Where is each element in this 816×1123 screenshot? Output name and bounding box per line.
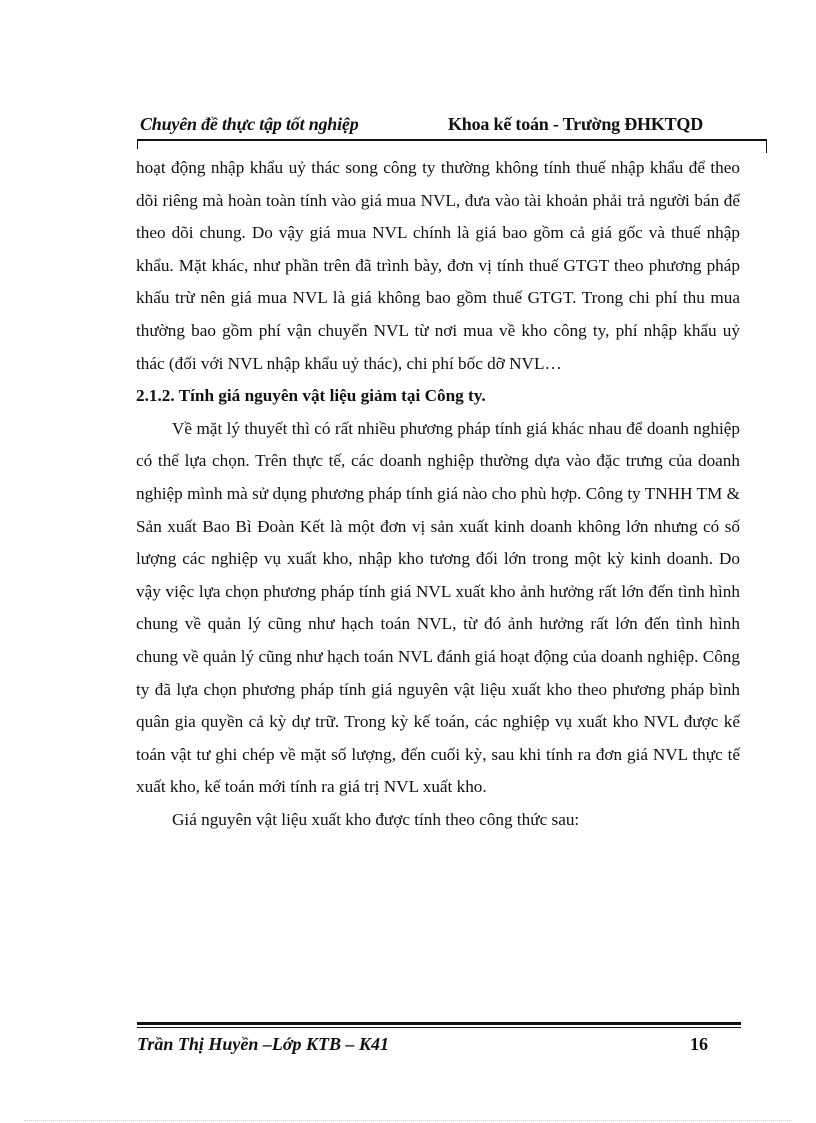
page-number: 16 — [690, 1034, 708, 1054]
header-divider — [137, 139, 767, 141]
body-paragraph-1: Về mặt lý thuyết thì có rất nhiều phương pháp tính giá khác nhau để doanh nghiệp có thể lựa chọn. Trên thực tế, các doanh nghiệp thường dựa vào đặc trưng của doanh nghiệp mình mà sử dụng phương pháp tính giá nào cho phù hợp. Công ty TNHH TM & Sản xuất Bao Bì Đoàn Kết là một đơn vị sản xuất kinh doanh không lớn nhưng có số lượng các nghiệp vụ xuất kho, nhập kho tương đối lớn trong một kỳ kinh doanh. Do vậy việc lựa chọn phương pháp tính giá NVL xuất kho ảnh hưởng rất lớn đến tình hình chung về quản lý cũng như hạch toán NVL, từ đó ảnh hưởng rất lớn đến tình hình chung về quản lý cũng như hạch toán NVL đánh giá hoạt động của doanh nghiệp. Công ty đã lựa chọn phương pháp tính giá nguyên vật liệu xuất kho theo phương pháp bình quân gia quyền cả kỳ dự trữ. Trong kỳ kế toán, các nghiệp vụ xuất kho NVL được kế toán vật tư ghi chép về mặt số lượng, đến cuối kỳ, sau khi tính ra đơn giá NVL thực tế xuất kho, kế toán mới tính ra giá trị NVL xuất kho. — [136, 418, 740, 797]
intro-paragraph: hoạt động nhập khẩu uỷ thác song công ty thường không tính thuế nhập khẩu để theo dõi riêng mà hoàn toàn tính vào giá mua NVL, đưa vào tài khoản phải trả người bán để theo dõi chung. Do vậy giá mua NVL chính là giá bao gồm cả giá gốc và thuế nhập khẩu. Mặt khác, như phần trên đã trình bày, đơn vị tính thuế GTGT theo phương pháp khấu trừ nên giá mua NVL là giá không bao gồm thuế GTGT. Trong chi phí thu mua thường bao gồm phí vận chuyển NVL từ nơi mua về kho công ty, phí nhập khẩu uỷ thác (đối với NVL nhập khẩu uỷ thác), chi phí bốc dỡ NVL… — [136, 158, 740, 373]
header-thesis-title: Chuyên đề thực tập tốt nghiệp — [140, 114, 359, 134]
page-body — [136, 152, 740, 836]
section-heading: 2.1.2. Tính giá nguyên vật liệu giảm tại Công ty. — [136, 386, 486, 406]
body-paragraph-2: Giá nguyên vật liệu xuất kho được tính theo công thức sau: — [172, 809, 580, 829]
footer-author: Trần Thị Huyền –Lớp KTB – K41 — [137, 1034, 390, 1054]
header-divider-right-tick — [766, 139, 767, 153]
page-header — [138, 112, 738, 138]
header-faculty: Khoa kế toán - Trường ĐHKTQD — [448, 114, 704, 134]
page-boundary — [24, 1120, 792, 1121]
footer-divider-thin — [137, 1027, 741, 1028]
header-divider-left-tick — [137, 139, 138, 149]
footer-divider-thick — [137, 1022, 741, 1025]
